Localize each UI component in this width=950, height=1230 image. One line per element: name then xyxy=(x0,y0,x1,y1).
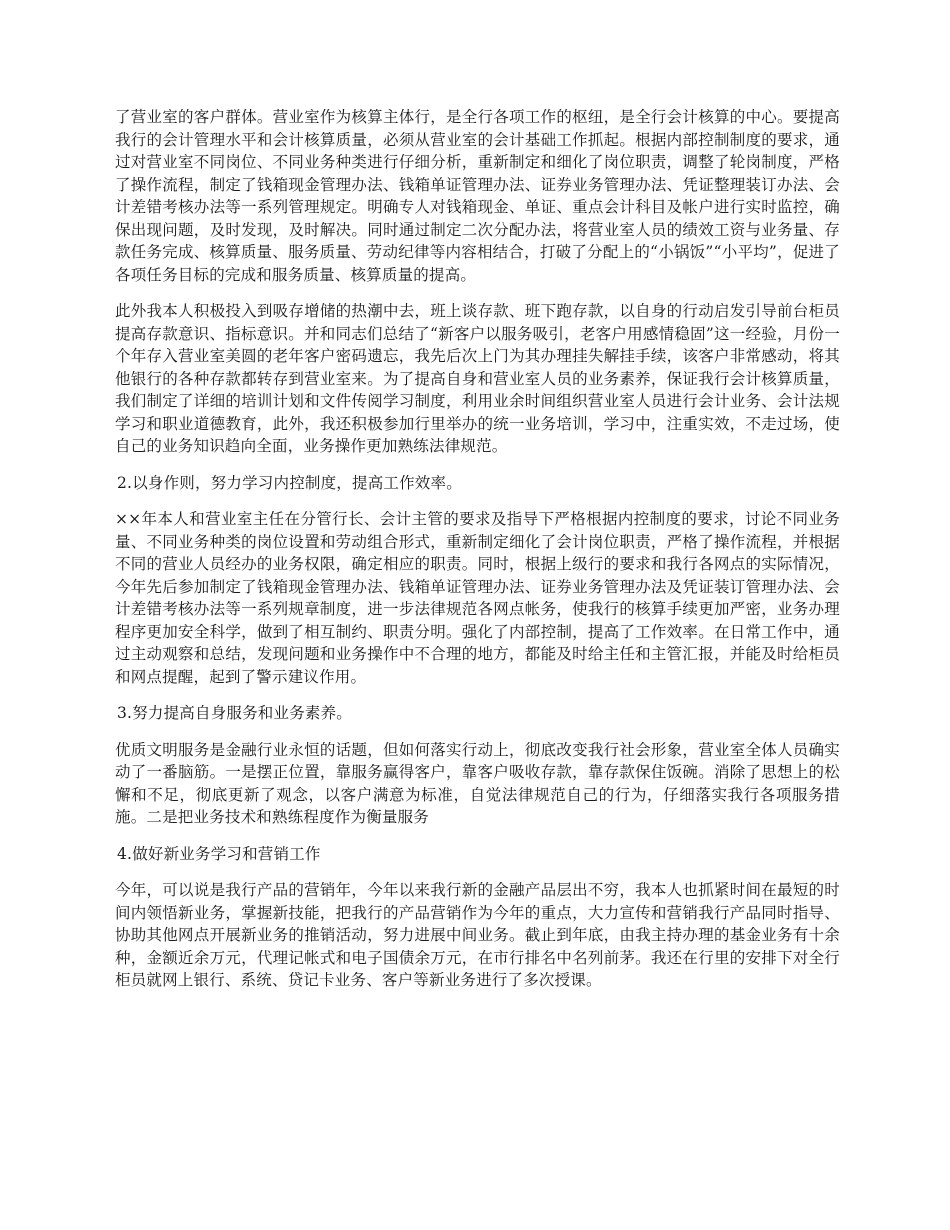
section-heading-2: 2.以身作则，努力学习内控制度，提高工作效率。 xyxy=(117,473,462,492)
paragraph-new-business-marketing: 今年，可以说是我行产品的营销年，今年以来我行新的金融产品层出不穷，我本人也抓紧时间在最短的时间内领悟新业务，掌握新技能，把我行的产品营销作为今年的重点，大力宣传和营销我行产品同时指导、协助其他网点开展新业务的推销活动，努力进展中间业务。截止到年底，由我主持办理的基金业务有十余种，金额近余万元，代理记帐式和电子国债余万元，在市行排名中名列前茅。我还在行里的安排下对全行柜员就网上银行、系统、贷记卡业务、客户等新业务进行了多次授课。 xyxy=(115,881,840,989)
paragraph-service-quality: 优质文明服务是金融行业永恒的话题，但如何落实行动上，彻底改变我行社会形象，营业室全体人员确实动了一番脑筋。一是摆正位置，靠服务赢得客户，靠客户吸收存款，靠存款保住饭碗。消除了思想上的松懈和不足，彻底更新了观念，以客户满意为标准，自觉法律规范自己的行为，仔细落实我行各项服务措施。二是把业务技术和熟练程度作为衡量服务 xyxy=(115,740,840,826)
paragraph-accounting-foundation: 了营业室的客户群体。营业室作为核算主体行，是全行各项工作的枢纽，是全行会计核算的中心。要提高我行的会计管理水平和会计核算质量，必须从营业室的会计基础工作抓起。根据内部控制制度的要求，通过对营业室不同岗位、不同业务种类进行仔细分析，重新制定和细化了岗位职责，调整了轮岗制度，严格了操作流程，制定了钱箱现金管理办法、钱箱单证管理办法、证券业务管理办法、凭证整理装订办法、会计差错考核办法等一系列管理规定。明确专人对钱箱现金、单证、重点会计科目及帐户进行实时监控，确保出现问题，及时发现，及时解决。同时通过制定二次分配办法，将营业室人员的绩效工资与业务量、存款任务完成、核算质量、服务质量、劳动纪律等内容相结合，打破了分配上的“小锅饭”“小平均”，促进了各项任务目标的完成和服务质量、核算质量的提高。 xyxy=(115,108,840,284)
paragraph-deposit-and-training: 此外我本人积极投入到吸存增储的热潮中去，班上谈存款、班下跑存款，以自身的行动启发引导前台柜员提高存款意识、指标意识。并和同志们总结了“新客户以服务吸引，老客户用感情稳固”这一经验，月份一个年存入营业室美圆的老年客户密码遗忘，我先后次上门为其办理挂失解挂手续，该客户非常感动，将其他银行的各种存款都转存到营业室来。为了提高自身和营业室人员的业务素养，保证我行会计核算质量，我们制定了详细的培训计划和文件传阅学习制度，利用业余时间组织营业室人员进行会计业务、会计法规学习和职业道德教育，此外，我还积极参加行里举办的统一业务培训，学习中，注重实效，不走过场，使自己的业务知识趋向全面，业务操作更加熟练法律规范。 xyxy=(115,302,840,455)
paragraph-internal-control: ××年本人和营业室主任在分管行长、会计主管的要求及指导下严格根据内控制度的要求，讨论不同业务量、不同业务种类的岗位设置和劳动组合形式，重新制定细化了会计岗位职责，严格了操作流程，并根据不同的营业人员经办的业务权限，确定相应的职责。同时，根据上级行的要求和我行各网点的实际情况，今年先后参加制定了钱箱现金管理办法、钱箱单证管理办法、证券业务管理办法及凭证装订管理办法、会计差错考核办法等一系列规章制度，进一步法律规范各网点帐务，使我行的核算手续更加严密，业务办理程序更加安全科学，做到了相互制约、职责分明。强化了内部控制，提高了工作效率。在日常工作中，通过主动观察和总结，发现问题和业务操作中不合理的地方，都能及时给主任和主管汇报，并能及时给柜员和网点提醒，起到了警示建议作用。 xyxy=(115,510,840,686)
section-heading-3: 3.努力提高自身服务和业务素养。 xyxy=(117,704,352,722)
document-body xyxy=(115,106,840,1006)
section-heading-4: 4.做好新业务学习和营销工作 xyxy=(117,844,321,863)
